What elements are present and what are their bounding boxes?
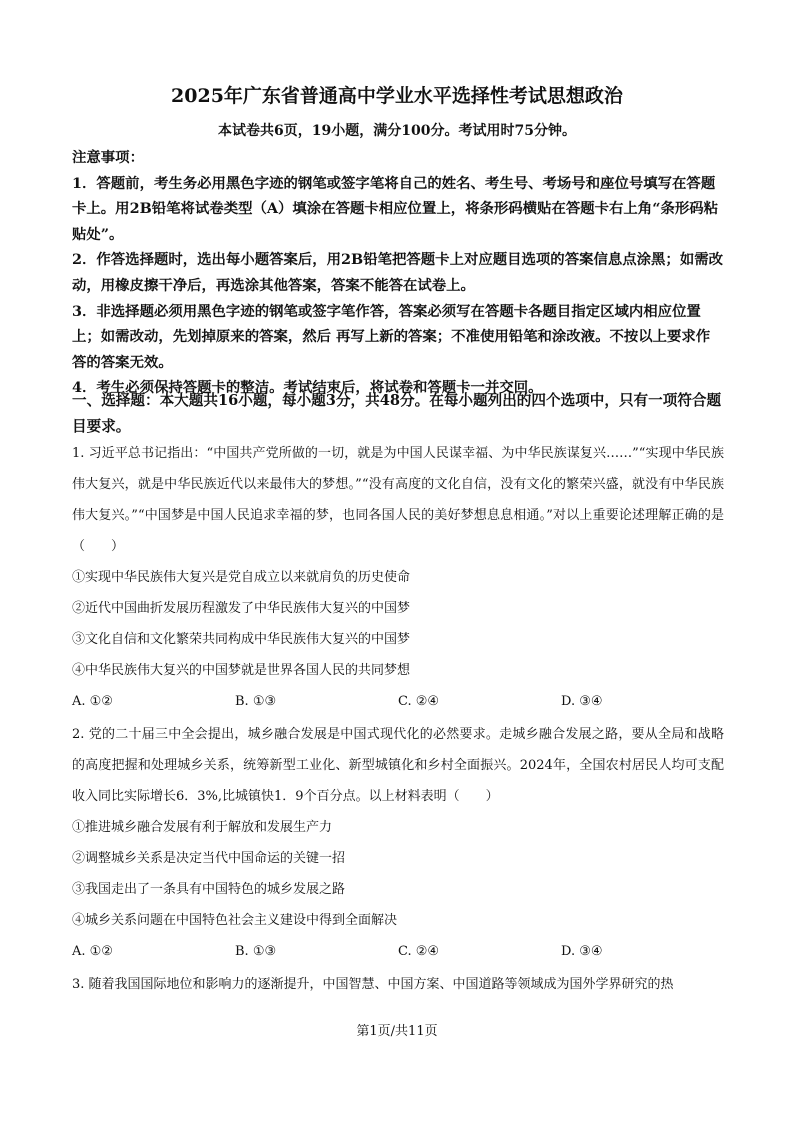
question-stem: 3. 随着我国国际地位和影响力的逐渐提升，中国智慧、中国方案、中国道路等领域成为国外学界研究的热 — [72, 977, 674, 992]
choice-b: B. ①③ — [235, 944, 277, 959]
question-2 — [72, 719, 724, 967]
note-item: 3．非选择题必须用黑色字迹的钢笔或签字笔作答，答案必须写在答题卡各题目指定区域内相应位置上；如需改动，先划掉原来的答案，然后 再写上新的答案；不准使用铅笔和涂改液。不按以上要求作答的答案无效。 — [72, 302, 711, 371]
answer-choices — [72, 686, 724, 717]
question-stem: 1. 习近平总书记指出：“中国共产党所做的一切，就是为中国人民谋幸福、为中华民族谋复兴……”“实现中华民族伟大复兴，就是中华民族近代以来最伟大的梦想。”“没有高度的文化自信，没有文化的繁荣兴盛，就没有中华民族伟大复兴。”“中国梦是中国人民追求幸福的梦，也同各国人民的美好梦想息息相通。”对以上重要论述理解正确的是（ ） — [72, 446, 724, 554]
choice-d: D. ③④ — [561, 944, 603, 959]
choice-b: B. ①③ — [235, 694, 277, 709]
statement-option: ④中华民族伟大复兴的中国梦就是世界各国人民的共同梦想 — [72, 663, 411, 678]
exam-info: 本试卷共6页，19小题，满分100分。考试用时75分钟。 — [218, 123, 576, 139]
statement-option: ②近代中国曲折发展历程激发了中华民族伟大复兴的中国梦 — [72, 601, 411, 616]
choice-a: A. ①② — [72, 944, 113, 959]
notes-heading: 注意事项： — [72, 149, 144, 166]
question-stem: 2. 党的二十届三中全会提出，城乡融合发展是中国式现代化的必然要求。走城乡融合发展之路，要从全局和战略的高度把握和处理城乡关系，统筹新型工业化、新型城镇化和乡村全面振兴。2024年，全国农村居民人均可支配收入同比实际增长6．3%,比城镇快1．9个百分点。以上材料表明（ ） — [72, 727, 724, 804]
statement-option: ①推进城乡融合发展有利于解放和发展生产力 — [72, 820, 333, 835]
note-item: 1．答题前，考生务必用黑色字迹的钢笔或签字笔将自己的姓名、考生号、考场号和座位号填写在答题卡上。用2B铅笔将试卷类型（A）填涂在答题卡相应位置上，将条形码横贴在答题卡右上角“条形码粘贴处”。 — [72, 174, 719, 243]
statement-option: ②调整城乡关系是决定当代中国命运的关键一招 — [72, 851, 346, 866]
choice-c: C. ②④ — [398, 694, 440, 709]
note-item: 2．作答选择题时，选出每小题答案后，用2B铅笔把答题卡上对应题目选项的答案信息点涂黑；如需改动，用橡皮擦干净后，再选涂其他答案，答案不能答在试卷上。 — [72, 251, 723, 294]
choice-c: C. ②④ — [398, 944, 440, 959]
question-3 — [72, 969, 724, 1000]
answer-choices — [72, 936, 724, 967]
page-title: 2025年广东省普通高中学业水平选择性考试思想政治 — [171, 85, 623, 107]
choice-d: D. ③④ — [561, 694, 603, 709]
statement-option: ③我国走出了一条具有中国特色的城乡发展之路 — [72, 882, 346, 897]
choice-a: A. ①② — [72, 694, 113, 709]
notes-block — [72, 145, 724, 401]
statement-option: ①实现中华民族伟大复兴是党自成立以来就肩负的历史使命 — [72, 570, 411, 585]
statement-option: ④城乡关系问题在中国特色社会主义建设中得到全面解决 — [72, 913, 398, 928]
page-number: 第1页/共11页 — [356, 1024, 438, 1039]
question-1 — [72, 438, 724, 717]
note-item: 4．考生必须保持答题卡的整洁。考试结束后，将试卷和答题卡一并交回。 — [72, 379, 543, 397]
section-heading: 一、选择题：本大题共16小题，每小题3分，共48分。在每小题列出的四个选项中，只有一项符合题目要求。 — [72, 392, 722, 435]
statement-option: ③文化自信和文化繁荣共同构成中华民族伟大复兴的中国梦 — [72, 632, 411, 647]
